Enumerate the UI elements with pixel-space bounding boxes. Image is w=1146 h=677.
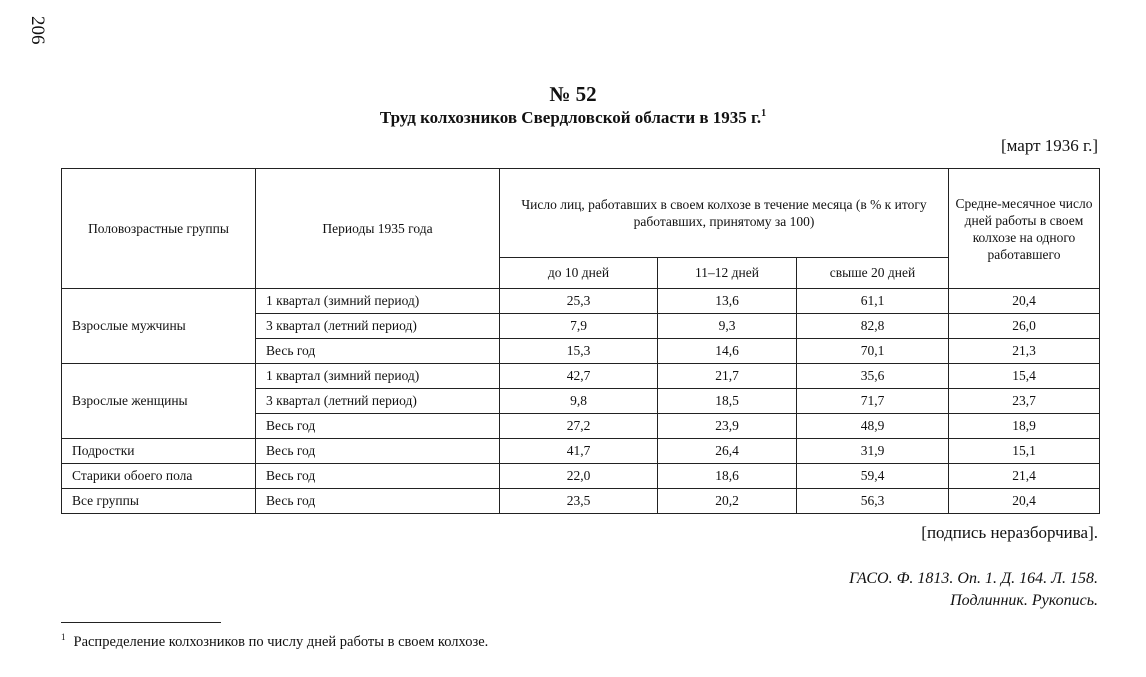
value-cell: 7,9 [500,314,658,339]
value-cell: 15,4 [949,364,1100,389]
value-cell: 18,9 [949,414,1100,439]
signature-note: [подпись неразборчива]. [921,523,1098,542]
value-cell: 26,4 [658,439,797,464]
value-cell: 9,8 [500,389,658,414]
value-cell: 18,5 [658,389,797,414]
value-cell: 42,7 [500,364,658,389]
period-cell: 3 квартал (летний период) [256,314,500,339]
value-cell: 70,1 [797,339,949,364]
value-cell: 31,9 [797,439,949,464]
table-body [62,289,1100,514]
footnote-divider [61,622,221,623]
value-cell: 82,8 [797,314,949,339]
table-row [62,364,1100,389]
period-cell: Весь год [256,414,500,439]
footnote [61,632,488,651]
value-cell: 22,0 [500,464,658,489]
value-cell: 48,9 [797,414,949,439]
header-period: Периоды 1935 года [256,169,500,289]
document-title-text: Труд колхозников Свердловской области в 1935 г. [379,108,762,127]
value-cell: 15,1 [949,439,1100,464]
table-row [62,439,1100,464]
page-number: 206 [27,16,48,45]
value-cell: 35,6 [797,364,949,389]
period-cell: Весь год [256,439,500,464]
document-date: [март 1936 г.] [1000,136,1098,155]
header-11-12-days: 11–12 дней [658,258,797,289]
value-cell: 21,7 [658,364,797,389]
header-over-20-days: свыше 20 дней [797,258,949,289]
footnote-text: Распределение колхозников по числу дней работы в своем колхозе. [73,634,489,650]
value-cell: 21,3 [949,339,1100,364]
period-cell: Весь год [256,464,500,489]
group-name-cell: Все группы [62,489,256,514]
value-cell: 9,3 [658,314,797,339]
value-cell: 15,3 [500,339,658,364]
value-cell: 27,2 [500,414,658,439]
period-cell: Весь год [256,339,500,364]
value-cell: 20,4 [949,289,1100,314]
group-name-cell: Взрослые женщины [62,364,256,439]
header-group: Половозрастные группы [62,169,256,289]
labor-table [61,168,1100,514]
header-percent-group: Число лиц, работавших в своем колхозе в течение месяца (в % к итогу работавших, принятому за 100) [500,169,949,258]
header-average-days: Средне-месячное число дней работы в своем колхозе на одного работавшего [949,169,1100,289]
table-row [62,489,1100,514]
value-cell: 59,4 [797,464,949,489]
archive-reference-line2: Подлинник. Рукопись. [950,592,1098,609]
value-cell: 61,1 [797,289,949,314]
value-cell: 71,7 [797,389,949,414]
period-cell: 3 квартал (летний период) [256,389,500,414]
value-cell: 14,6 [658,339,797,364]
document-number: № 52 [549,82,597,106]
value-cell: 13,6 [658,289,797,314]
header-under-10-days: до 10 дней [500,258,658,289]
value-cell: 20,2 [658,489,797,514]
title-footnote-mark: 1 [761,108,767,119]
archive-reference [849,568,1098,612]
table-row [62,464,1100,489]
value-cell: 25,3 [500,289,658,314]
value-cell: 41,7 [500,439,658,464]
value-cell: 23,7 [949,389,1100,414]
period-cell: 1 квартал (зимний период) [256,289,500,314]
value-cell: 21,4 [949,464,1100,489]
period-cell: 1 квартал (зимний период) [256,364,500,389]
value-cell: 23,9 [658,414,797,439]
table-row [62,289,1100,314]
archive-reference-line1: ГАСО. Ф. 1813. Оп. 1. Д. 164. Л. 158. [849,570,1098,587]
value-cell: 18,6 [658,464,797,489]
value-cell: 56,3 [797,489,949,514]
value-cell: 26,0 [949,314,1100,339]
period-cell: Весь год [256,489,500,514]
group-name-cell: Старики обоего пола [62,464,256,489]
document-title [0,108,1146,128]
group-name-cell: Взрослые мужчины [62,289,256,364]
value-cell: 23,5 [500,489,658,514]
value-cell: 20,4 [949,489,1100,514]
group-name-cell: Подростки [62,439,256,464]
footnote-mark: 1 [61,632,66,642]
